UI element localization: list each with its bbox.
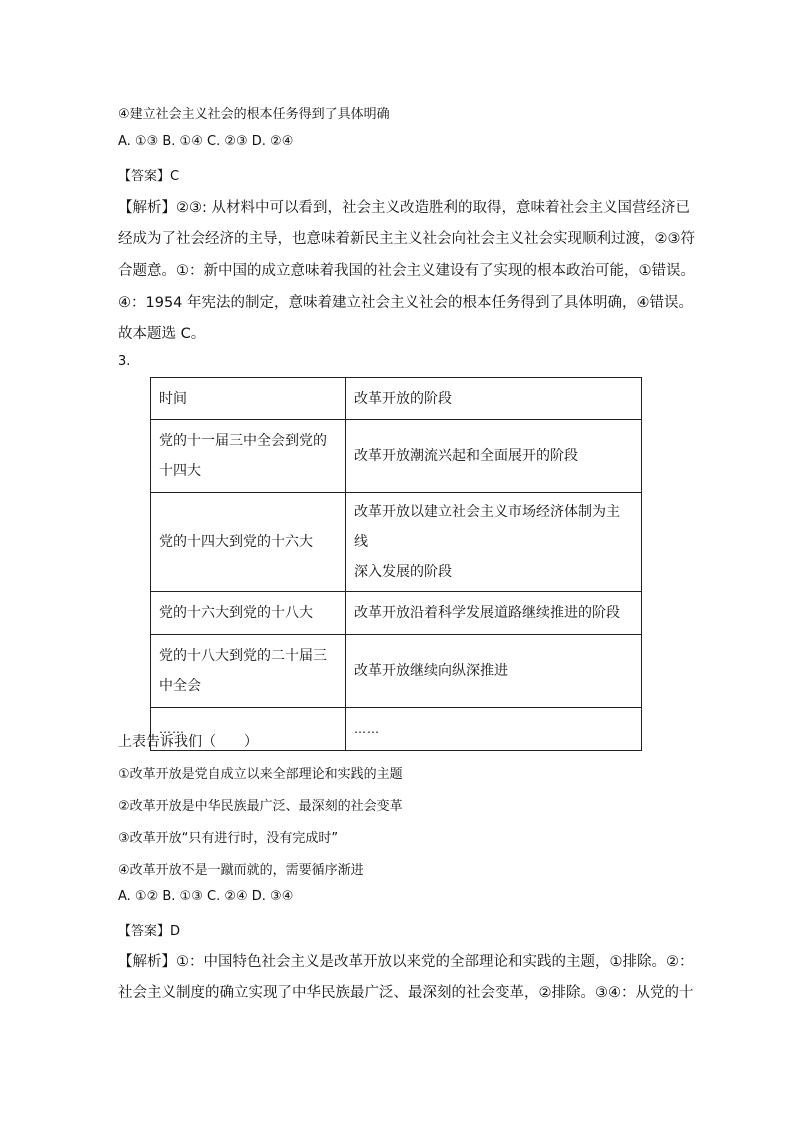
analysis-line-2: 社会主义制度的确立实现了中华民族最广泛、最深刻的社会变革，②排除。③④：从党的十 — [118, 985, 694, 1001]
table-row — [151, 493, 642, 592]
cell-line: …… — [354, 722, 380, 736]
prev-analysis-line-5: 故本题选 C。 — [118, 326, 206, 342]
cell-line: 党的十一届三中全会到党的 — [159, 433, 327, 449]
cell-line: 中全会 — [159, 678, 201, 694]
cell-line: 深入发展的阶段 — [354, 564, 452, 580]
cell-line: 党的十八大到党的二十届三 — [159, 648, 327, 664]
table-header-row — [151, 378, 642, 420]
cell-line: 党的十六大到党的十八大 — [159, 605, 313, 621]
reform-stages-table — [150, 377, 642, 751]
prev-choices: A. ①③ B. ①④ C. ②③ D. ②④ — [118, 134, 294, 149]
prev-option-4: ④建立社会主义社会的根本任务得到了具体明确 — [118, 107, 390, 122]
cell-line: 改革开放继续向纵深推进 — [354, 663, 508, 679]
question-stem: 上表告诉我们（ ） — [118, 734, 258, 750]
option-2: ②改革开放是中华民族最广泛、最深刻的社会变革 — [118, 799, 403, 814]
table-cell-stage — [346, 592, 642, 635]
prev-answer: 【答案】C — [118, 169, 180, 184]
table-row — [151, 635, 642, 708]
table-cell-stage — [346, 708, 642, 751]
table-header-stage: 改革开放的阶段 — [346, 378, 642, 420]
option-1: ①改革开放是党自成立以来全部理论和实践的主题 — [118, 767, 403, 782]
choices: A. ①② B. ①③ C. ②④ D. ③④ — [118, 889, 294, 904]
analysis-line-1: 【解析】①：中国特色社会主义是改革开放以来党的全部理论和实践的主题，①排除。②： — [118, 954, 694, 970]
cell-line: 党的十四大到党的十六大 — [159, 534, 313, 550]
table-cell-stage — [346, 493, 642, 592]
table-row — [151, 592, 642, 635]
cell-line: …… — [159, 722, 185, 736]
prev-analysis-line-1: 【解析】②③: 从材料中可以看到，社会主义改造胜利的取得，意味着社会主义国营经济已 — [118, 200, 690, 216]
prev-analysis-line-3: 合题意。①：新中国的成立意味着我国的社会主义建设有了实现的根本政治可能，①错误。 — [118, 263, 695, 279]
option-4: ④改革开放不是一蹴而就的，需要循序渐进 — [118, 863, 364, 878]
option-3: ③改革开放“只有进行时，没有完成时” — [118, 831, 339, 846]
table-cell-period — [151, 635, 346, 708]
table-cell-period — [151, 420, 346, 493]
cell-line: 改革开放以建立社会主义市场经济体制为主线 — [354, 504, 620, 550]
table-header-period: 时间 — [151, 378, 346, 420]
cell-line: 改革开放潮流兴起和全面展开的阶段 — [354, 448, 578, 464]
cell-line: 改革开放沿着科学发展道路继续推进的阶段 — [354, 605, 620, 621]
table-cell-stage — [346, 420, 642, 493]
table-row — [151, 420, 642, 493]
question-number: 3. — [118, 354, 131, 369]
prev-analysis-line-4: ④：1954 年宪法的制定，意味着建立社会主义社会的根本任务得到了具体明确，④错误。 — [118, 295, 694, 311]
answer: 【答案】D — [118, 924, 181, 939]
cell-line: 十四大 — [159, 463, 201, 479]
prev-analysis-line-2: 经成为了社会经济的主导，也意味着新民主主义社会向社会主义社会实现顺利过渡，②③符 — [118, 231, 695, 247]
table-cell-stage — [346, 635, 642, 708]
table-cell-period — [151, 493, 346, 592]
table-cell-period — [151, 592, 346, 635]
